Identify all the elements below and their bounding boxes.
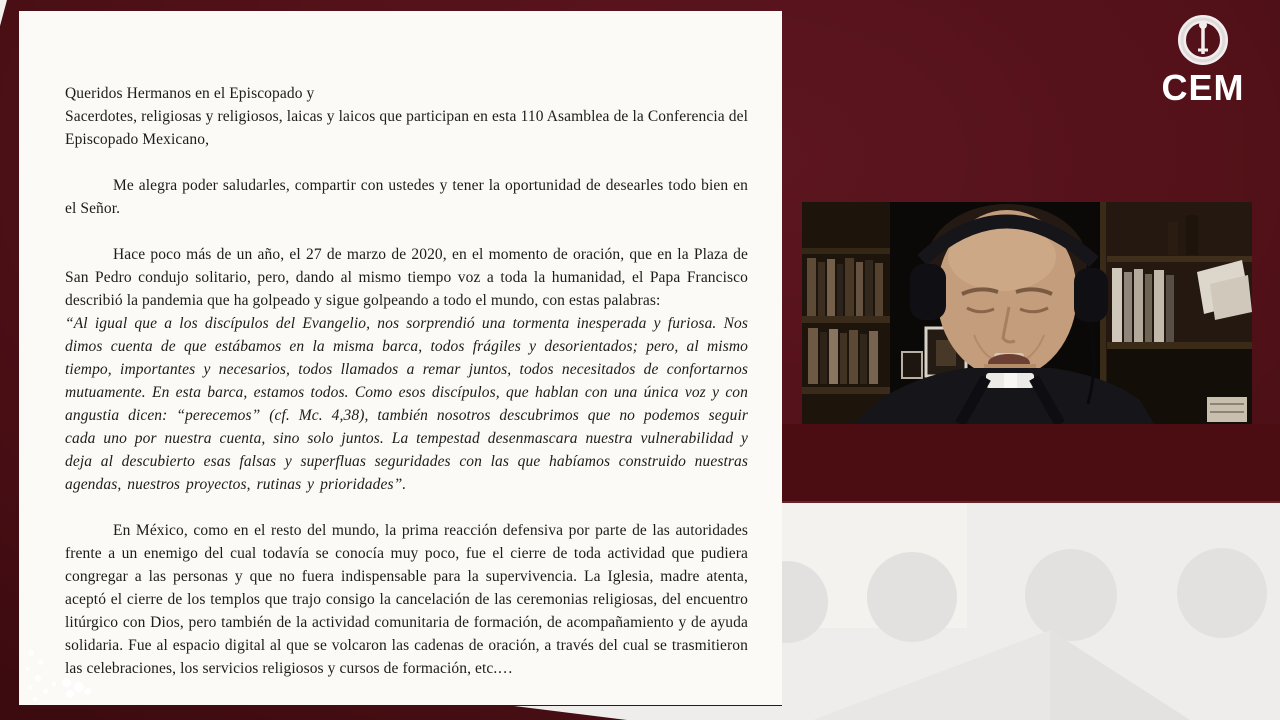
bookshelf-left: [802, 202, 897, 424]
paragraph-papal-quote: “Al igual que a los discípulos del Evangelio, nos sorprendió una tormenta inesperada y furiosa. Nos dimos cuenta de que estábamos en la misma barca, todos frágiles y desorientados; pero, al mismo tiempo, importantes y necesarios, todos llamados a remar juntos, todos necesitados de confortarnos mutuamente. En esta barca, estamos todos. Como esos discípulos, que hablan con una única voz y con angustia dicen: “perecemos” (cf. Mc. 4,38), también nosotros descubrimos que no podemos seguir cada uno por nuestra cuenta, sino solo juntos. La tempestad desenmascara nuestra vulnerabilidad y deja al descubierto esas falsas y superfluas seguridades con las que habíamos construido nuestras agendas, nuestros proyectos, rutinas y prioridades”.: [65, 315, 748, 493]
salutation-line1: Queridos Hermanos en el Episcopado y: [65, 85, 315, 102]
watermark-circle: [1177, 548, 1267, 638]
picture-frame-small: [902, 352, 922, 378]
maroon-band: [782, 424, 1280, 504]
bottom-light-strip: [500, 706, 782, 720]
watermark-circle: [1025, 549, 1117, 641]
headphone-earcup-right: [1074, 268, 1108, 322]
speaker-webcam-scene: [802, 202, 1252, 424]
cem-ring-crozier-icon: [1175, 12, 1231, 68]
speaker-webcam-video: [802, 202, 1252, 424]
box-bottom-right: [1207, 397, 1247, 422]
paragraph-greeting: Me alegra poder saludarles, compartir con ustedes y tener la oportunidad de desearles todo bien en el Señor.: [65, 177, 748, 217]
salutation-line2: Sacerdotes, religiosas y religiosos, laicas y laicos que participan en esta 110 Asamblea de la Conferencia del Episcopado Mexicano,: [65, 108, 748, 148]
watermark-pyramid-face: [1050, 630, 1190, 720]
headphone-earcup-left: [910, 264, 946, 320]
letter-page: [19, 11, 782, 705]
paragraph-mexico: En México, como en el resto del mundo, la prima reacción defensiva por parte de las autoridades frente a un enemigo del cual todavía se conocía muy poco, fue el cierre de toda actividad que pudiera congregar a las personas y que no fuera indispensable para la supervivencia. La Iglesia, madre atenta, aceptó el cierre de los templos que trajo consigo la cancelación de las ceremonias religiosas, del encuentro litúrgico con Dios, pero también de la actividad comunitaria de formación, de acompañamiento y de ayuda solidaria. Fue al espacio digital al que se volcaron las cadenas de oración, a través del cual se trasmitieron las celebraciones, los servicios religiosos y cursos de formación, etc.…: [65, 522, 748, 677]
salutation: [65, 82, 748, 151]
cem-logo: [1148, 12, 1258, 106]
paragraph-intro: Hace poco más de un año, el 27 de marzo de 2020, en el momento de oración, que en la Plaza de San Pedro condujo solitario, pero, dando al mismo tiempo voz a toda la humanidad, el Papa Francisco describió la pandemia que ha golpeado y sigue golpeando a todo el mundo, con estas palabras:: [65, 246, 748, 309]
cem-logo-text: CEM: [1161, 67, 1245, 108]
watermark-panel: [782, 503, 1280, 720]
corner-artifact: [0, 0, 7, 26]
watermark-circle: [867, 552, 957, 642]
